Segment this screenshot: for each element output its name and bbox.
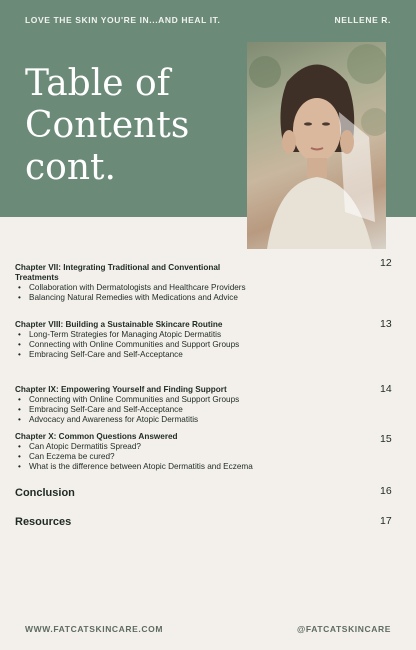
list-item: • What is the difference between Atopic Dermatitis and Eczema bbox=[18, 462, 308, 472]
list-item: • Advocacy and Awareness for Atopic Dermatitis bbox=[18, 415, 308, 425]
portrait-illustration bbox=[247, 42, 386, 249]
list-item: • Connecting with Online Communities and Support Groups bbox=[18, 395, 308, 405]
list-item: • Long-Term Strategies for Managing Atopic Dermatitis bbox=[18, 330, 243, 340]
list-item: • Can Atopic Dermatitis Spread? bbox=[18, 442, 308, 452]
conclusion-title: Conclusion bbox=[15, 487, 75, 499]
list-item: • Balancing Natural Remedies with Medications and Advice bbox=[18, 293, 308, 303]
tagline: LOVE THE SKIN YOU'RE IN...AND HEAL IT. bbox=[25, 15, 221, 25]
chapter-9-title: Chapter IX: Empowering Yourself and Finding Support bbox=[15, 385, 227, 394]
chapter-10-title: Chapter X: Common Questions Answered bbox=[15, 432, 178, 441]
portrait-photo bbox=[247, 42, 386, 249]
chapter-7-title: Chapter VII: Integrating Traditional and Conventional Treatments bbox=[15, 263, 221, 282]
list-item: • Embracing Self-Care and Self-Acceptance bbox=[18, 405, 308, 415]
chapter-9-page: 14 bbox=[380, 383, 392, 395]
chapter-8-page: 13 bbox=[380, 318, 392, 330]
list-item: • Embracing Self-Care and Self-Acceptance bbox=[18, 350, 243, 360]
chapter-10-items bbox=[18, 442, 308, 472]
page-title bbox=[25, 63, 285, 189]
social-handle[interactable]: @FATCATSKINCARE bbox=[297, 624, 391, 634]
title-line-1: Table of bbox=[25, 63, 170, 104]
resources-title: Resources bbox=[15, 516, 72, 528]
chapter-10-page: 15 bbox=[380, 433, 392, 445]
website-link[interactable]: WWW.FATCATSKINCARE.COM bbox=[25, 624, 164, 634]
chapter-7-items bbox=[18, 283, 308, 303]
chapter-8-title: Chapter VIII: Building a Sustainable Skincare Routine bbox=[15, 320, 223, 329]
list-item: • Collaboration with Dermatologists and Healthcare Providers bbox=[18, 283, 308, 293]
chapter-8-items bbox=[18, 330, 243, 360]
list-item: • Connecting with Online Communities and Support Groups bbox=[18, 340, 243, 350]
title-line-2: Contents cont. bbox=[25, 105, 190, 188]
author-name: NELLENE R. bbox=[334, 15, 391, 25]
list-item: • Can Eczema be cured? bbox=[18, 452, 308, 462]
conclusion-page: 16 bbox=[380, 485, 392, 497]
chapter-7-page: 12 bbox=[380, 257, 392, 269]
chapter-9-items bbox=[18, 395, 308, 425]
resources-page: 17 bbox=[380, 515, 392, 527]
